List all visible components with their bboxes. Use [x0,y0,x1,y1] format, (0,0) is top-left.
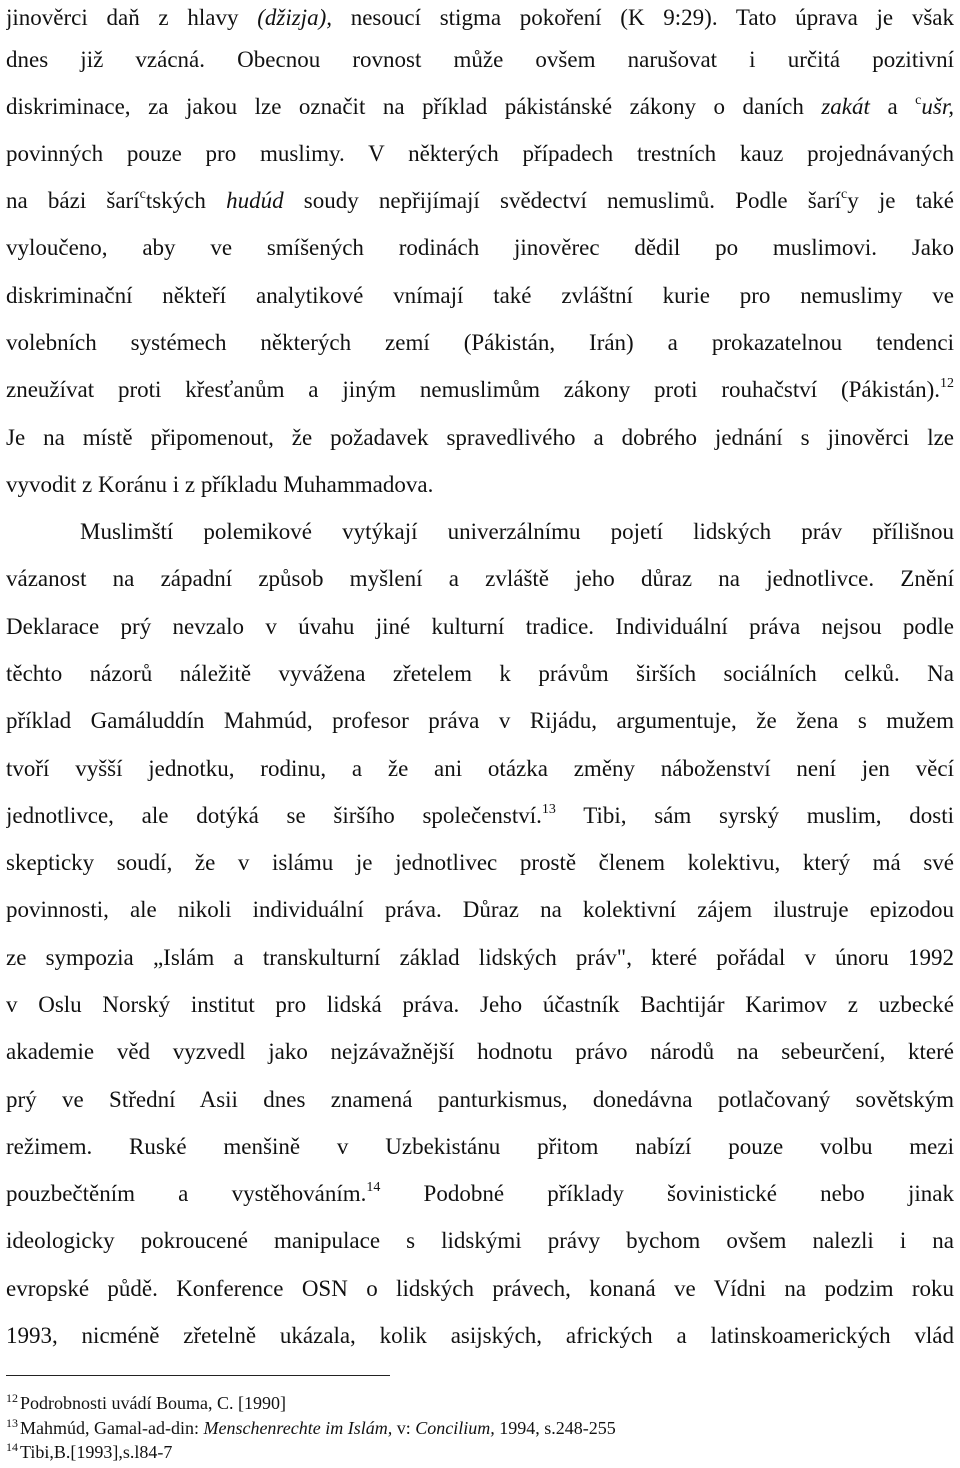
footnote-ref: 12 [940,376,954,391]
body-line: Deklarace prý nevzalo v úvahu jiné kulturní tradice. Individuální práva nejsou podle [6,614,954,639]
body-line: příklad Gamáluddín Mahmúd, profesor práva v Rijádu, argumentuje, že žena s mužem [6,708,954,733]
body-line: evropské půdě. Konference OSN o lidských právech, konaná ve Vídni na podzim roku [6,1276,954,1301]
body-line: jednotlivce, ale dotýká se širšího společenství.$^{13}$ Tibi, sám syrský muslim, dosti [6,802,954,828]
body-line: ze sympozia „Islám a transkulturní základ lidských práv", které pořádal v únoru 1992 [6,945,954,970]
body-line: volebních systémech některých zemí (Pákistán, Irán) a prokazatelnou tendenci [6,330,954,355]
footnote-number: 14 [6,1440,18,1454]
body-line: režimem. Ruské menšině v Uzbekistánu přitom nabízí pouze volbu mezi [6,1134,954,1159]
body-line: dnes již vzácná. Obecnou rovnost může ovšem narušovat i určitá pozitivní [6,47,954,72]
body-line: zneužívat proti křesťanům a jiným nemuslimům zákony proti rouhačství (Pákistán).$^{12}$ [6,376,954,402]
footnote-separator [6,1375,390,1376]
body-line: diskriminační někteří analytikové vnímají také zvláštní kurie pro nemuslimy ve [6,283,954,308]
body-line: povinných pouze pro muslimy. V některých případech trestních kauz projednávaných [6,141,954,166]
body-line: na bázi šarí$^c$tských hudúd soudy nepřijímají svědectví nemuslimů. Podle šarí$^c$y je také [6,187,954,213]
body-line: diskriminace, za jakou lze označit na příklad pákistánské zákony o daních zakát a $^c$ušr, [6,93,954,119]
body-line: vyloučeno, aby ve smíšených rodinách jinověrec dědil po muslimovi. Jako [6,235,954,260]
footnote: $^{12}$ Podrobnosti uvádí Bouma, C. [1990] [6,1391,286,1413]
footnote: $^{13}$ Mahmúd, Gamal-ad-din: Menschenrechte im Islám, v: Concilium, 1994, s.248-255 [6,1416,616,1438]
body-line: Je na místě připomenout, že požadavek spravedlivého a dobrého jednání s jinověrci lze [6,425,954,450]
body-line: pouzbečtěním a vystěhováním.$^{14}$ Podobné příklady šovinistické nebo jinak [6,1180,954,1206]
footnote-number: 12 [6,1391,18,1405]
body-line: ideologicky pokroucené manipulace s lidskými právy bychom ovšem nalezli i na [6,1228,954,1253]
body-line: vázanost na západní způsob myšlení a zvláště jeho důraz na jednotlivce. Znění [6,566,954,591]
body-line: vyvodit z Koránu i z příkladu Muhammadova. [6,472,434,497]
body-line: těchto názorů náležitě vyvážena zřetelem k právům širších sociálních celků. Na [6,661,954,686]
footnote-ref: 13 [541,802,556,817]
body-line: povinnosti, ale nikoli individuální práva. Důraz na kolektivní zájem ilustruje epizodou [6,897,954,922]
footnote-ref: 14 [366,1180,381,1195]
body-line: Muslimští polemikové vytýkají univerzálnímu pojetí lidských práv přílišnou [80,519,954,544]
body-line: akademie věd vyzvedl jako nejzávažnější hodnotu právo národů na sebeurčení, které [6,1039,954,1064]
footnote: $^{14}$ Tibi,B.[1993],s.l84-7 [6,1440,173,1462]
body-line: jinověrci daň z hlavy (džizja), nesoucí stigma pokoření (K 9:29). Tato úprava je však [6,5,954,30]
body-line: skepticky soudí, že v islámu je jednotlivec prostě členem kolektivu, který má své [6,850,954,875]
body-line: tvoří vyšší jednotku, rodinu, a že ani otázka změny náboženství není jen věcí [6,756,954,781]
footnote-number: 13 [6,1416,18,1430]
body-line: prý ve Střední Asii dnes znamená panturkismus, donedávna potlačovaný sovětským [6,1087,954,1112]
body-line: 1993, nicméně zřetelně ukázala, kolik asijských, afrických a latinskoamerických vlád [6,1323,954,1348]
body-line: v Oslu Norský institut pro lidská práva. Jeho účastník Bachtijár Karimov z uzbecké [6,992,954,1017]
